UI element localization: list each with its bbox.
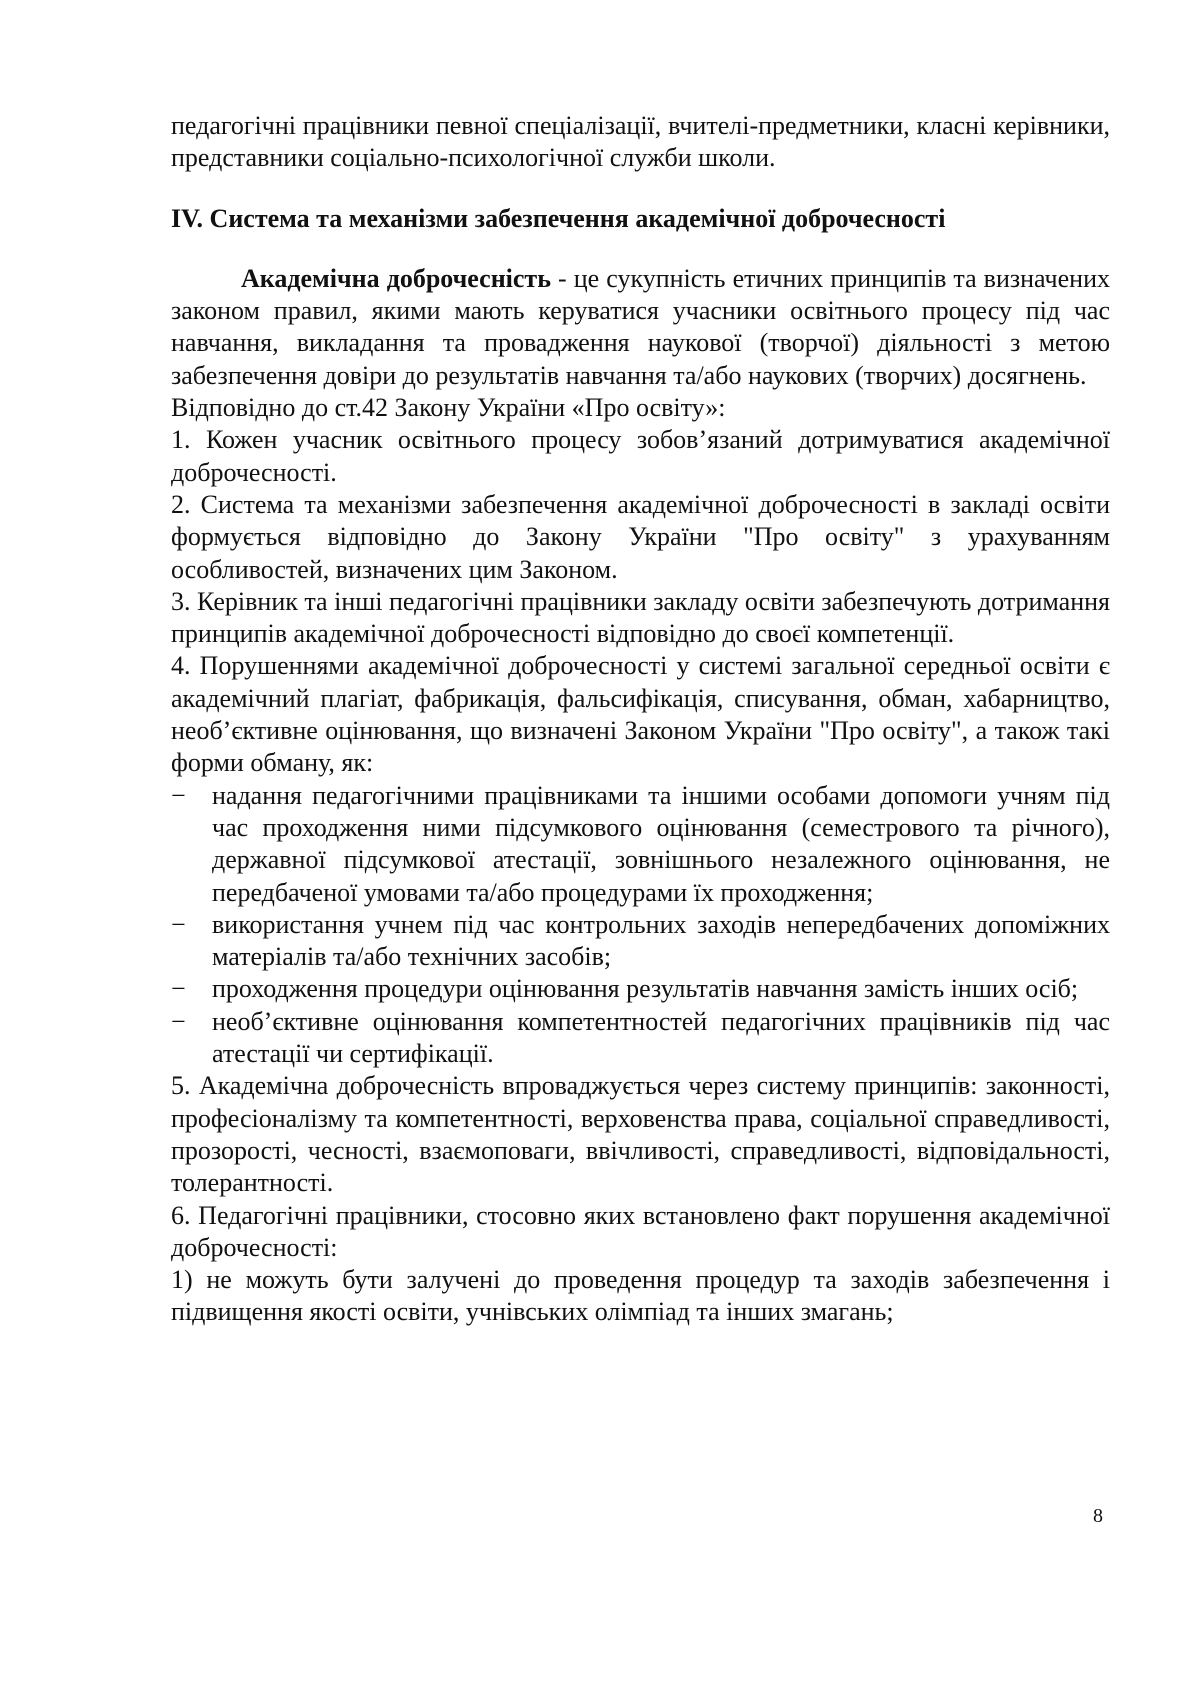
section-heading: IV. Система та механізми забезпечення академічної доброчесності: [171, 203, 946, 233]
item-4: 4. Порушеннями академічної доброчесності у системі загальної середньої освіти є академічний плагіат, фабрикація, фальсифікація, списування, обман, хабарництво, необ’єктивне оцінювання, що визначені Законом України "Про освіту", а також такі форми обману, як:: [171, 651, 1110, 778]
violation-forms-list: [171, 780, 1110, 1071]
item-1: 1. Кожен учасник освітнього процесу зобов’язаний дотримуватися академічної доброчесності.: [171, 425, 1110, 487]
dash-bullet-icon: −: [171, 780, 186, 810]
list-item: [171, 780, 1110, 909]
item-5: 5. Академічна доброчесність впроваджується через систему принципів: законності, професіоналізму та компетентності, верховенства права, соціальної справедливості, прозорості, чесності, взаємоповаги, ввічливості, справедливості, відповідальності, толерантності.: [171, 1071, 1110, 1198]
bullet-text: необ’єктивне оцінювання компетентностей педагогічних працівників під час атестації чи сертифікації.: [212, 1006, 1110, 1069]
item-3: 3. Керівник та інші педагогічні працівники закладу освіти забезпечують дотримання принципів академічної доброчесності відповідно до своєї компетенції.: [171, 586, 1110, 649]
bullet-text: використання учнем під час контрольних заходів непередбачених допоміжних матеріалів та/або технічних засобів;: [212, 909, 1110, 972]
document-page: [171, 110, 1110, 1329]
list-item: [171, 909, 1110, 974]
definition-term: Академічна доброчесність: [241, 263, 551, 293]
item-2: 2. Система та механізми забезпечення академічної доброчесності в закладі освіти формується відповідно до Закону України "Про освіту" з урахуванням особливостей, визначених цим Законом.: [171, 489, 1110, 584]
bullet-text: проходження процедури оцінювання результатів навчання замість інших осіб;: [212, 974, 1079, 1004]
intro-paragraph: педагогічні працівники певної спеціалізації, вчителі-предметники, класні керівники, представники соціально-психологічної служби школи.: [171, 111, 1110, 173]
bullet-text: надання педагогічними працівниками та іншими особами допомоги учням під час проходження ними підсумкового оцінювання (семестрового та річного), державної підсумкової атестації, зовнішнього незалежного оцінювання, не передбаченої умовами та/або процедурами їх проходження;: [212, 780, 1110, 907]
dash-bullet-icon: −: [171, 974, 186, 1004]
definition-text: - це сукупність етичних принципів та визначених законом правил, якими мають керуватися учасники освітнього процесу під час навчання, викладання та провадження наукової (творчої) діяльності з метою забезпечення довіри до результатів навчання та/або наукових (творчих) досягнень.: [171, 263, 1110, 390]
list-item: [171, 973, 1110, 1005]
item-6: 6. Педагогічні працівники, стосовно яких встановлено факт порушення академічної доброчесності:: [171, 1200, 1110, 1262]
definition-paragraph: [171, 263, 1110, 392]
item-6-sub-1: 1) не можуть бути залучені до проведення процедур та заходів забезпечення і підвищення якості освіти, учнівських олімпіад та інших змагань;: [171, 1265, 1110, 1327]
law-reference: Відповідно до ст.42 Закону України «Про освіту»:: [171, 393, 726, 423]
list-item: [171, 1006, 1110, 1071]
dash-bullet-icon: −: [171, 909, 186, 939]
page-number: 8: [1093, 1505, 1103, 1527]
dash-bullet-icon: −: [171, 1006, 186, 1036]
